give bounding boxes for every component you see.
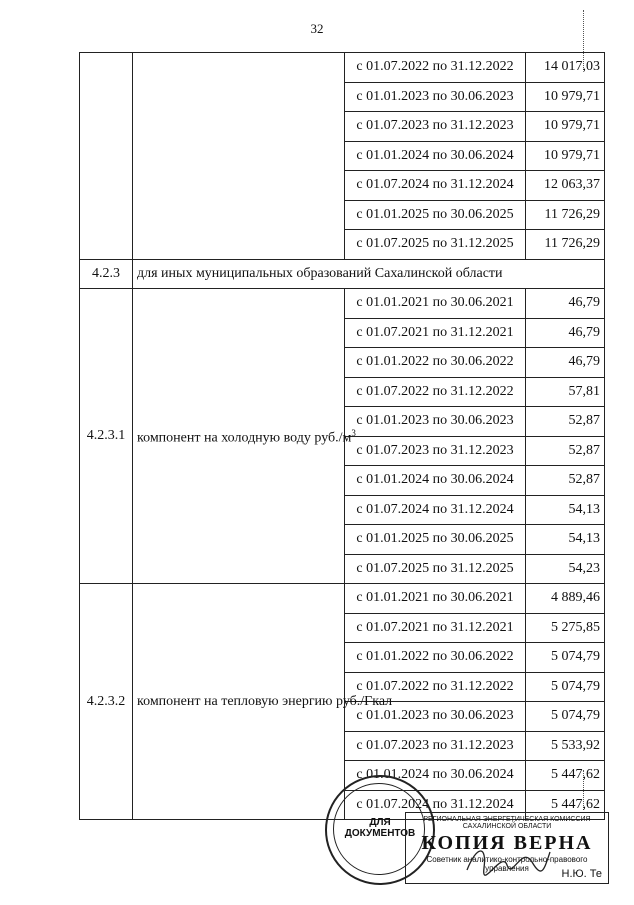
period-cell: с 01.01.2024 по 30.06.2024	[345, 141, 526, 171]
value-cell: 5 447,62	[526, 761, 605, 791]
value-cell: 5 275,85	[526, 613, 605, 643]
value-cell: 10 979,71	[526, 112, 605, 142]
table-row	[80, 289, 605, 319]
period-cell: с 01.07.2021 по 31.12.2021	[345, 613, 526, 643]
value-cell: 11 726,29	[526, 230, 605, 260]
period-cell: с 01.07.2024 по 31.12.2024	[345, 495, 526, 525]
value-cell: 5 447,62	[526, 790, 605, 820]
handwritten-signature	[462, 840, 552, 880]
seal-line-2: ДОКУМЕНТОВ	[344, 828, 416, 839]
value-cell: 54,13	[526, 525, 605, 555]
value-cell: 52,87	[526, 407, 605, 437]
value-cell: 12 063,37	[526, 171, 605, 201]
tariff-table	[79, 52, 605, 820]
value-cell: 5 074,79	[526, 702, 605, 732]
value-cell: 54,23	[526, 554, 605, 584]
section-number-cell: 4.2.3	[80, 259, 133, 289]
unit-superscript: 3	[351, 428, 356, 439]
table-row	[80, 584, 605, 614]
value-cell: 10 979,71	[526, 141, 605, 171]
period-cell: с 01.07.2024 по 31.12.2024	[345, 171, 526, 201]
period-cell: с 01.07.2022 по 31.12.2022	[345, 377, 526, 407]
stamp-dept: Советник аналитико-контрольно-правового управления	[426, 855, 588, 873]
period-cell: с 01.07.2022 по 31.12.2022	[345, 53, 526, 83]
period-cell: с 01.01.2021 по 30.06.2021	[345, 289, 526, 319]
component-name: компонент на холодную воду руб./м	[137, 430, 352, 446]
value-cell: 52,87	[526, 466, 605, 496]
value-cell: 46,79	[526, 348, 605, 378]
period-cell: с 01.07.2025 по 31.12.2025	[345, 230, 526, 260]
period-cell: с 01.01.2021 по 30.06.2021	[345, 584, 526, 614]
stamp-org: РЕГИОНАЛЬНАЯ ЭНЕРГЕТИЧЕСКАЯ КОМИССИЯ САХАЛИНСКОЙ ОБЛАСТИ	[423, 816, 591, 830]
period-cell: с 01.07.2023 по 31.12.2023	[345, 436, 526, 466]
seal-line-1: ДЛЯ	[369, 817, 391, 828]
value-cell: 14 017,03	[526, 53, 605, 83]
section-row	[80, 259, 605, 289]
period-cell: с 01.01.2022 по 30.06.2022	[345, 643, 526, 673]
value-cell: 10 979,71	[526, 82, 605, 112]
period-cell: с 01.01.2023 по 30.06.2023	[345, 407, 526, 437]
period-cell: с 01.07.2023 по 31.12.2023	[345, 731, 526, 761]
period-cell: с 01.01.2023 по 30.06.2023	[345, 702, 526, 732]
period-cell: с 01.07.2022 по 31.12.2022	[345, 672, 526, 702]
table-row	[80, 53, 605, 83]
value-cell: 4 889,46	[526, 584, 605, 614]
value-cell: 5 533,92	[526, 731, 605, 761]
row-name-cell	[133, 289, 356, 584]
period-cell: с 01.01.2025 по 30.06.2025	[345, 200, 526, 230]
stamp-title: КОПИЯ ВЕРНА	[421, 832, 593, 854]
value-cell: 46,79	[526, 289, 605, 319]
period-cell: с 01.01.2022 по 30.06.2022	[345, 348, 526, 378]
row-name-cell	[133, 53, 345, 260]
period-cell: с 01.01.2025 по 30.06.2025	[345, 525, 526, 555]
row-number-cell: 4.2.3.2	[80, 584, 133, 820]
period-cell: с 01.01.2024 по 30.06.2024	[345, 761, 526, 791]
row-number-cell: 4.2.3.1	[80, 289, 133, 584]
row-name-cell	[133, 584, 393, 820]
stamp-signer: Н.Ю. Те	[561, 868, 602, 880]
value-cell: 5 074,79	[526, 643, 605, 673]
period-cell: с 01.01.2024 по 30.06.2024	[345, 466, 526, 496]
value-cell: 46,79	[526, 318, 605, 348]
section-title-cell: для иных муниципальных образований Сахалинской области	[133, 259, 605, 289]
component-name: компонент на тепловую энергию руб./Гкал	[137, 694, 393, 709]
value-cell: 54,13	[526, 495, 605, 525]
period-cell: с 01.07.2025 по 31.12.2025	[345, 554, 526, 584]
period-cell: с 01.07.2023 по 31.12.2023	[345, 112, 526, 142]
period-cell: с 01.07.2024 по 31.12.2024	[345, 790, 526, 820]
page-number: 32	[310, 21, 324, 36]
value-cell: 52,87	[526, 436, 605, 466]
period-cell: с 01.01.2023 по 30.06.2023	[345, 82, 526, 112]
value-cell: 11 726,29	[526, 200, 605, 230]
value-cell: 57,81	[526, 377, 605, 407]
value-cell: 5 074,79	[526, 672, 605, 702]
period-cell: с 01.07.2021 по 31.12.2021	[345, 318, 526, 348]
row-number-cell	[80, 53, 133, 260]
